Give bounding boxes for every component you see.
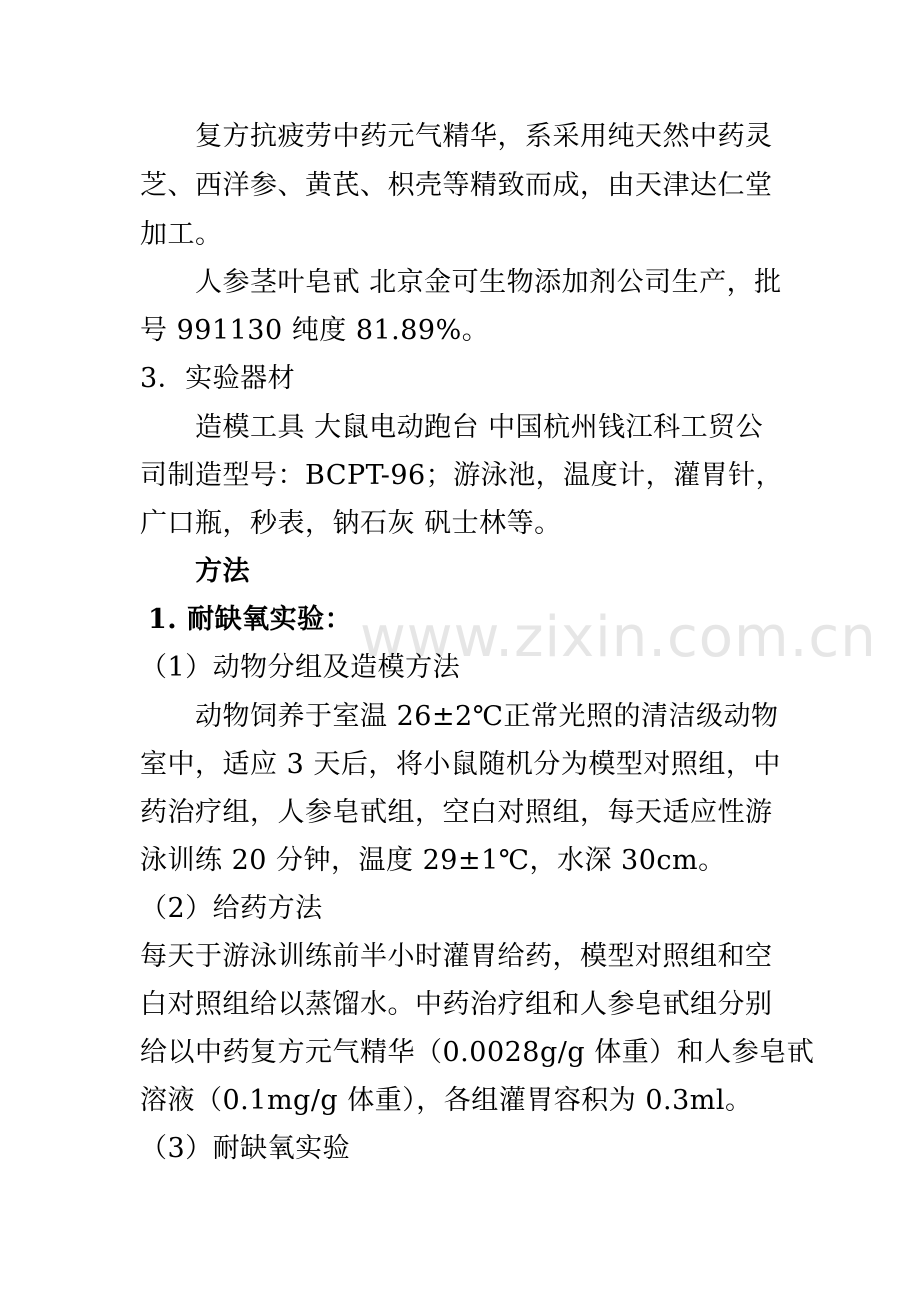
subsection-heading: （3）耐缺氧实验 [140, 1133, 351, 1164]
paragraph-line: 泳训练 20 分钟，温度 29±1℃，水深 30cm。 [140, 845, 726, 876]
paragraph-line: 造模工具 大鼠电动跑台 中国杭州钱江科工贸公 [195, 412, 764, 443]
paragraph-line: 药治疗组，人参皂甙组，空白对照组，每天适应性游 [140, 797, 773, 828]
subsection-heading: （2）给药方法 [140, 893, 323, 924]
paragraph-line: 复方抗疲劳中药元气精华，系采用纯天然中药灵 [195, 121, 773, 152]
paragraph-line: 室中，适应 3 天后，将小鼠随机分为模型对照组，中 [140, 749, 781, 780]
paragraph-line: 加工。 [140, 219, 223, 250]
section-heading-methods: 方法 [195, 556, 250, 587]
paragraph-line: 广口瓶，秒表，钠石灰 矾士林等。 [140, 508, 562, 539]
paragraph-line: 白对照组给以蒸馏水。中药治疗组和人参皂甙组分别 [140, 989, 773, 1020]
paragraph-line: 溶液（0.1mg/g 体重），各组灌胃容积为 0.3ml。 [140, 1085, 753, 1116]
paragraph-line: 每天于游泳训练前半小时灌胃给药，模型对照组和空 [140, 941, 773, 972]
paragraph-line: 芝、西洋参、黄芪、枳壳等精致而成，由天津达仁堂 [140, 170, 773, 201]
paragraph-line: 司制造型号：BCPT-96；游泳池，温度计，灌胃针， [140, 460, 784, 491]
subsection-heading: （1）动物分组及造模方法 [140, 652, 461, 683]
paragraph-line: 动物饲养于室温 26±2℃正常光照的清洁级动物 [195, 701, 779, 732]
paragraph-line: 号 991130 纯度 81.89%。 [140, 315, 490, 346]
paragraph-line: 给以中药复方元气精华（0.0028g/g 体重）和人参皂甙 [140, 1037, 815, 1068]
section-heading: 3．实验器材 [140, 363, 296, 394]
subsection-heading: 1. 耐缺氧实验： [148, 604, 353, 635]
paragraph-line: 人参茎叶皂甙 北京金可生物添加剂公司生产，批 [195, 267, 782, 298]
watermark: www.zixin.com.cn [360, 605, 877, 670]
